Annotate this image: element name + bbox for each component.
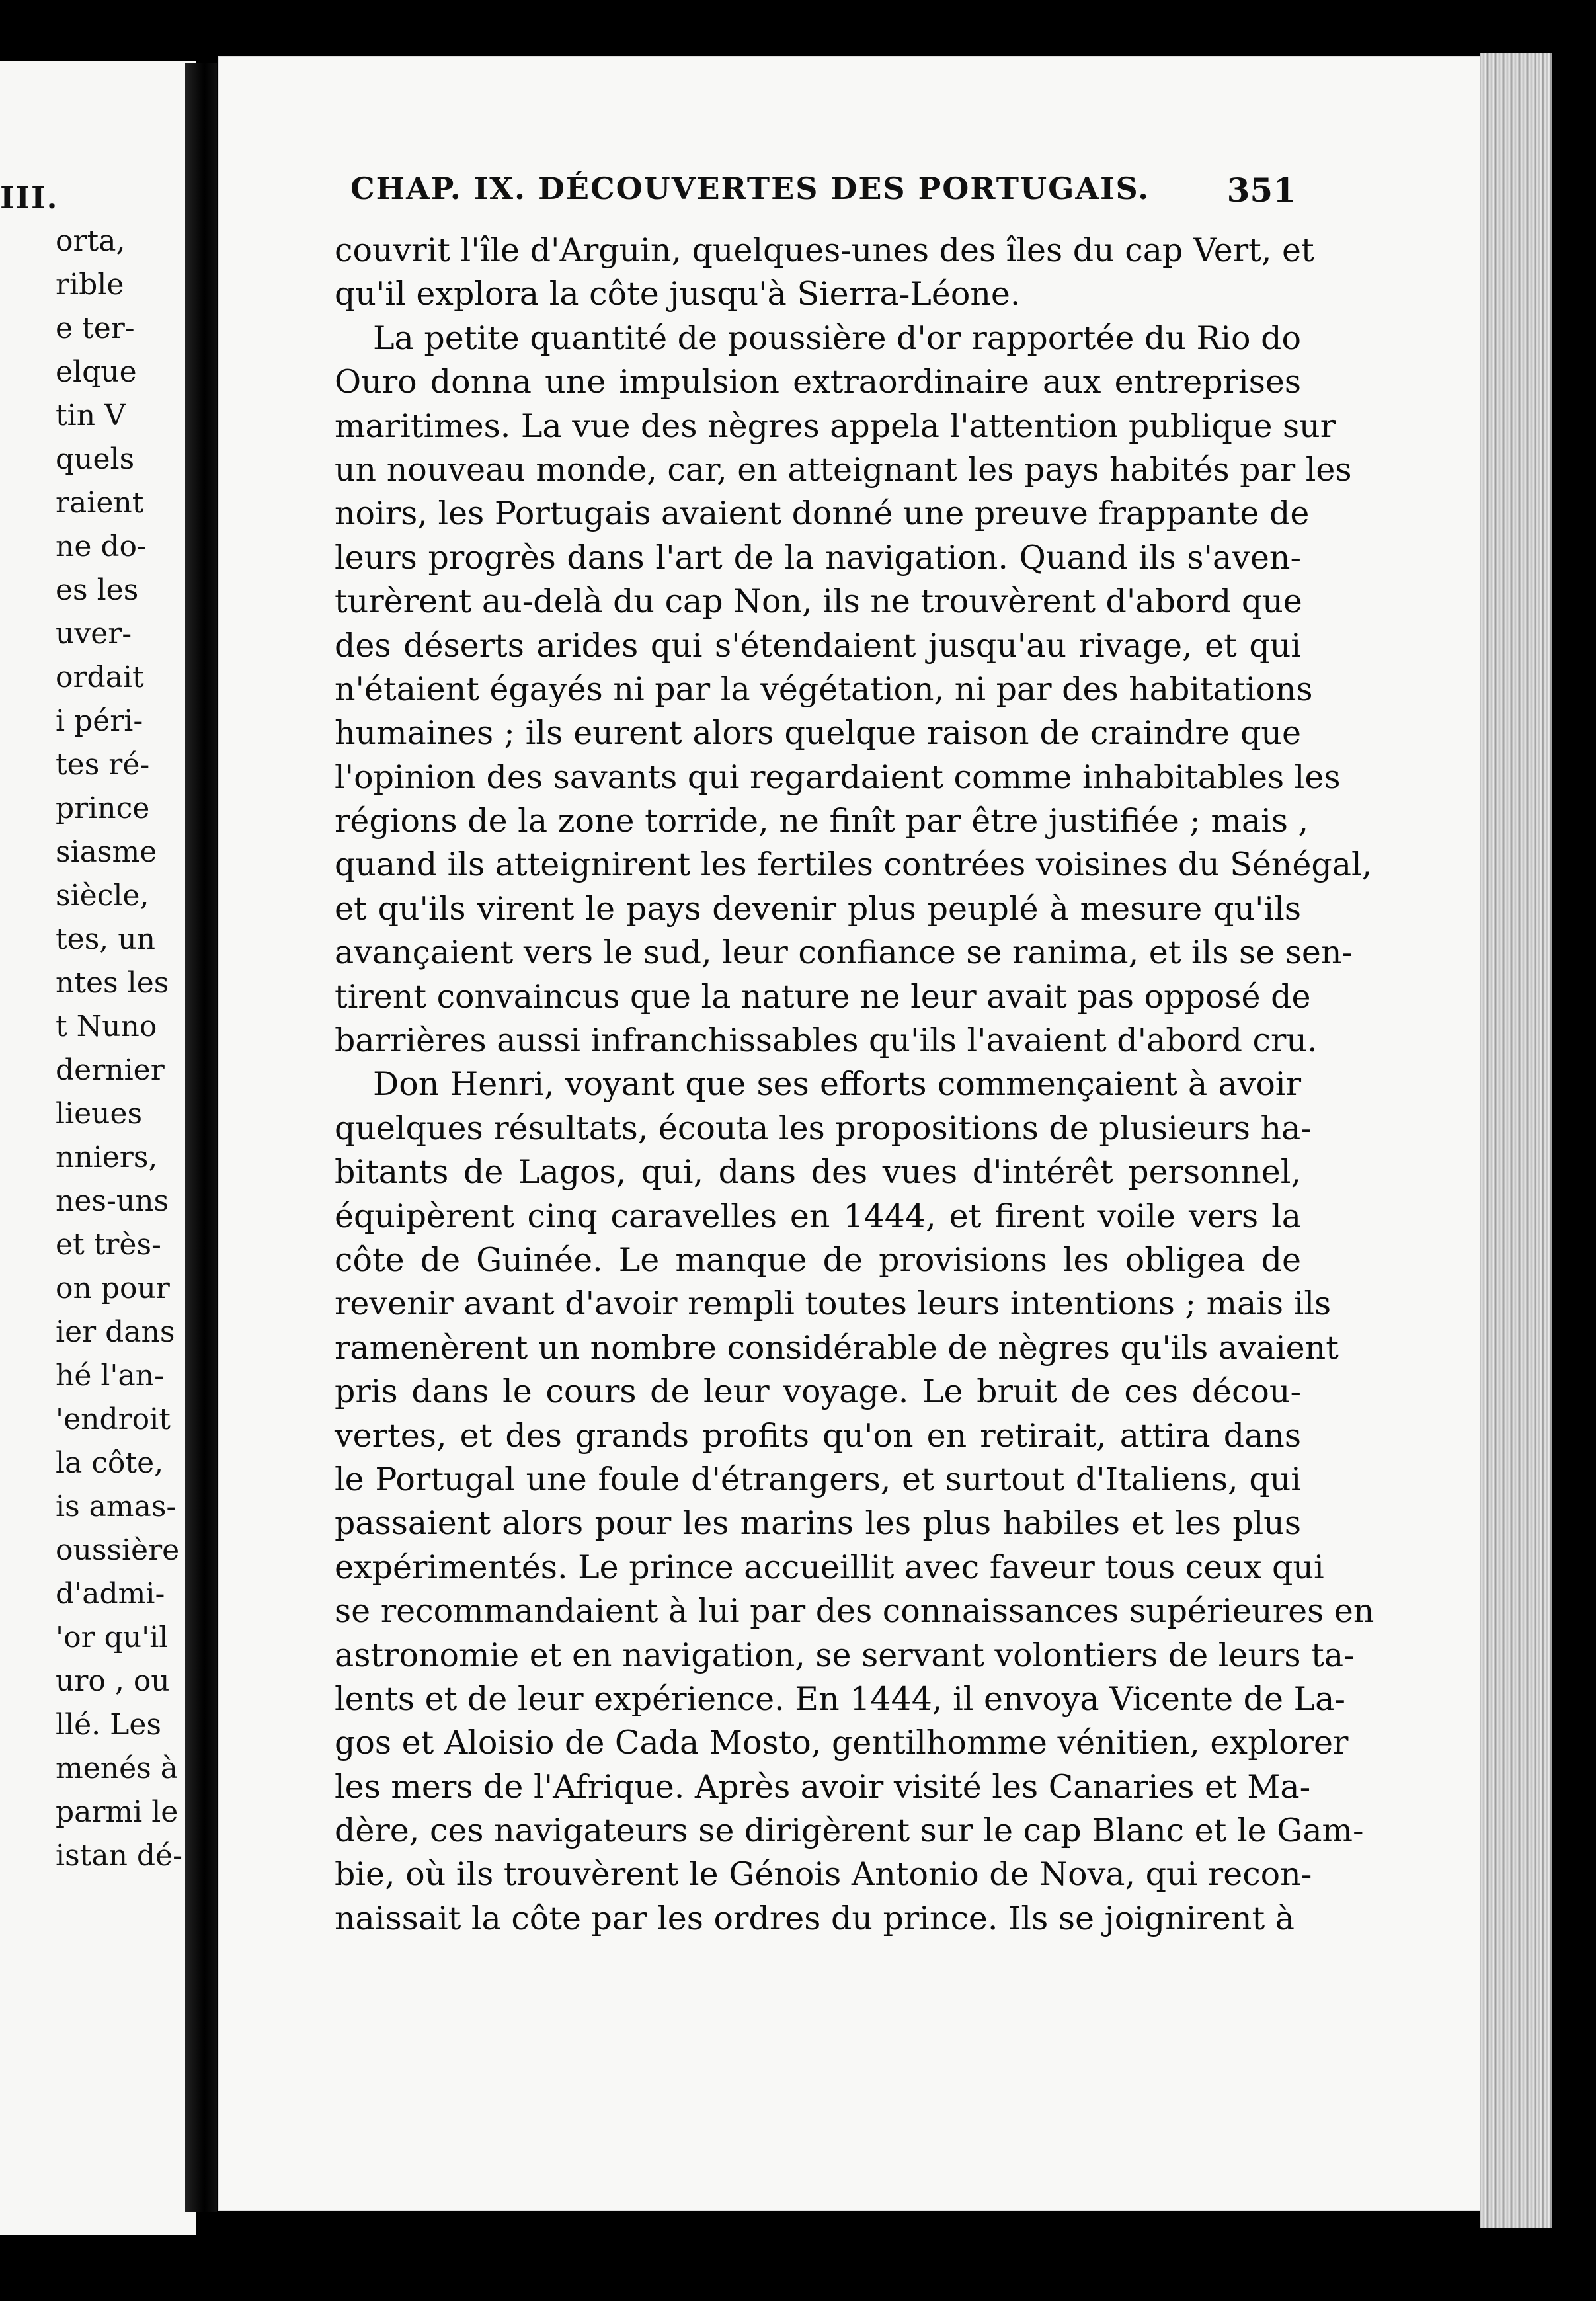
text-line: passaient alors pour les marins les plus habiles et les plus xyxy=(335,1504,1301,1543)
left-page-text xyxy=(50,220,196,1878)
left-page-line: uro , ou xyxy=(56,1664,170,1698)
left-page-line: nniers, xyxy=(56,1141,158,1174)
left-page-line: oussière xyxy=(56,1533,180,1567)
left-page-line: on pour xyxy=(56,1272,170,1305)
page-number: 351 xyxy=(1226,171,1296,210)
left-page-line: et très- xyxy=(56,1228,161,1262)
book-spine-shadow xyxy=(185,63,217,2212)
left-page-line: 'or qu'il xyxy=(56,1621,169,1654)
left-facing-page xyxy=(0,61,196,2235)
left-page-line: ntes les xyxy=(56,966,169,1000)
text-line: équipèrent cinq caravelles en 1444, et firent voile vers la xyxy=(335,1197,1301,1235)
left-page-line: ne do- xyxy=(56,530,147,563)
text-line: se recommandaient à lui par des connaissances supérieures en xyxy=(335,1592,1375,1631)
left-page-line: e ter- xyxy=(56,311,135,345)
text-line: un nouveau monde, car, en atteignant les pays habités par les xyxy=(335,450,1352,489)
text-line: maritimes. La vue des nègres appela l'attention publique sur xyxy=(335,407,1336,445)
text-line: bie, où ils trouvèrent le Génois Antonio de Nova, qui recon- xyxy=(335,1855,1312,1894)
left-page-line: 'endroit xyxy=(56,1402,171,1436)
running-head xyxy=(350,171,1296,217)
scan-border xyxy=(1552,86,1596,2222)
left-page-line: la côte, xyxy=(56,1446,164,1480)
page-edges xyxy=(1480,53,1552,2228)
text-line: vertes, et des grands profits qu'on en retirait, attira dans xyxy=(335,1416,1301,1455)
left-page-line: orta, xyxy=(56,224,126,258)
left-page-line: prince xyxy=(56,791,150,825)
chapter-title: CHAP. IX. DÉCOUVERTES DES PORTUGAIS. xyxy=(350,171,1150,206)
text-line: revenir avant d'avoir rempli toutes leurs intentions ; mais ils xyxy=(335,1285,1332,1323)
text-line: tirent convaincus que la nature ne leur avait pas opposé de xyxy=(335,977,1311,1016)
left-page-line: es les xyxy=(56,573,139,607)
left-page-line: d'admi- xyxy=(56,1577,165,1611)
left-page-line: siècle, xyxy=(56,879,149,912)
left-page-line: elque xyxy=(56,355,137,389)
left-page-line: rible xyxy=(56,268,124,302)
left-page-line: quels xyxy=(56,442,135,476)
left-page-header: III. xyxy=(0,180,59,216)
text-line: régions de la zone torride, ne finît par être justifiée ; mais , xyxy=(335,802,1309,840)
text-line: bitants de Lagos, qui, dans des vues d'intérêt personnel, xyxy=(335,1153,1301,1191)
left-page-line: ordait xyxy=(56,661,144,694)
text-line: et qu'ils virent le pays devenir plus peuplé à mesure qu'ils xyxy=(335,889,1301,928)
text-line: pris dans le cours de leur voyage. Le bruit de ces décou- xyxy=(335,1373,1301,1411)
text-line: Ouro donna une impulsion extraordinaire aux entreprises xyxy=(335,363,1301,401)
left-page-line: is amas- xyxy=(56,1490,177,1523)
text-line: leurs progrès dans l'art de la navigation. Quand ils s'aven- xyxy=(335,538,1301,577)
text-line: des déserts arides qui s'étendaient jusqu'au rivage, et qui xyxy=(335,626,1301,665)
text-line: turèrent au-delà du cap Non, ils ne trouvèrent d'abord que xyxy=(335,583,1302,621)
text-line: n'étaient égayés ni par la végétation, ni par des habitations xyxy=(335,670,1313,708)
left-page-line: t Nuno xyxy=(56,1010,157,1043)
left-page-line: ier dans xyxy=(56,1315,175,1349)
text-line: quelques résultats, écouta les propositions de plusieurs ha- xyxy=(335,1109,1312,1147)
text-line: les mers de l'Afrique. Après avoir visité les Canaries et Ma- xyxy=(335,1767,1311,1806)
left-page-line: tes, un xyxy=(56,922,155,956)
left-page-line: nes-uns xyxy=(56,1184,169,1218)
text-line: couvrit l'île d'Arguin, quelques-unes des îles du cap Vert, et xyxy=(335,231,1314,269)
text-line: côte de Guinée. Le manque de provisions les obligea de xyxy=(335,1240,1301,1279)
text-line: barrières aussi infranchissables qu'ils l'avaient d'abord cru. xyxy=(335,1022,1318,1060)
left-page-line: dernier xyxy=(56,1053,165,1087)
text-line: qu'il explora la côte jusqu'à Sierra-Léone. xyxy=(335,275,1021,313)
left-page-line: uver- xyxy=(56,617,132,651)
left-page-line: raient xyxy=(56,486,144,520)
text-line: avançaient vers le sud, leur confiance se ranima, et ils se sen- xyxy=(335,934,1353,972)
text-line: naissait la côte par les ordres du prince. Ils se joignirent à xyxy=(335,1899,1295,1937)
text-line: ramenèrent un nombre considérable de nègres qu'ils avaient xyxy=(335,1328,1339,1367)
body-text xyxy=(335,229,1375,1941)
left-page-line: siasme xyxy=(56,835,157,869)
text-line: le Portugal une foule d'étrangers, et surtout d'Italiens, qui xyxy=(335,1460,1301,1498)
left-page-line: menés à xyxy=(56,1752,178,1785)
text-line: lents et de leur expérience. En 1444, il envoya Vicente de La- xyxy=(335,1679,1345,1718)
text-line: La petite quantité de poussière d'or rapportée du Rio do xyxy=(373,319,1301,357)
left-page-line: hé l'an- xyxy=(56,1359,164,1393)
text-line: Don Henri, voyant que ses efforts commençaient à avoir xyxy=(373,1065,1301,1104)
left-page-line: tin V xyxy=(56,399,126,432)
left-page-line: llé. Les xyxy=(56,1708,161,1742)
text-line: quand ils atteignirent les fertiles contrées voisines du Sénégal, xyxy=(335,846,1373,884)
left-page-line: tes ré- xyxy=(56,748,150,782)
text-line: astronomie et en navigation, se servant volontiers de leurs ta- xyxy=(335,1636,1355,1674)
text-line: noirs, les Portugais avaient donné une preuve frappante de xyxy=(335,495,1310,533)
left-page-line: parmi le xyxy=(56,1795,179,1829)
text-line: humaines ; ils eurent alors quelque raison de craindre que xyxy=(335,714,1301,752)
left-page-line: istan dé- xyxy=(56,1839,182,1873)
left-page-line: lieues xyxy=(56,1097,143,1131)
text-line: l'opinion des savants qui regardaient comme inhabitables les xyxy=(335,758,1341,796)
text-line: dère, ces navigateurs se dirigèrent sur le cap Blanc et le Gam- xyxy=(335,1812,1364,1850)
left-page-line: i péri- xyxy=(56,704,143,738)
text-line: gos et Aloisio de Cada Mosto, gentilhomme vénitien, explorer xyxy=(335,1724,1349,1762)
text-line: expérimentés. Le prince accueillit avec faveur tous ceux qui xyxy=(335,1548,1324,1586)
